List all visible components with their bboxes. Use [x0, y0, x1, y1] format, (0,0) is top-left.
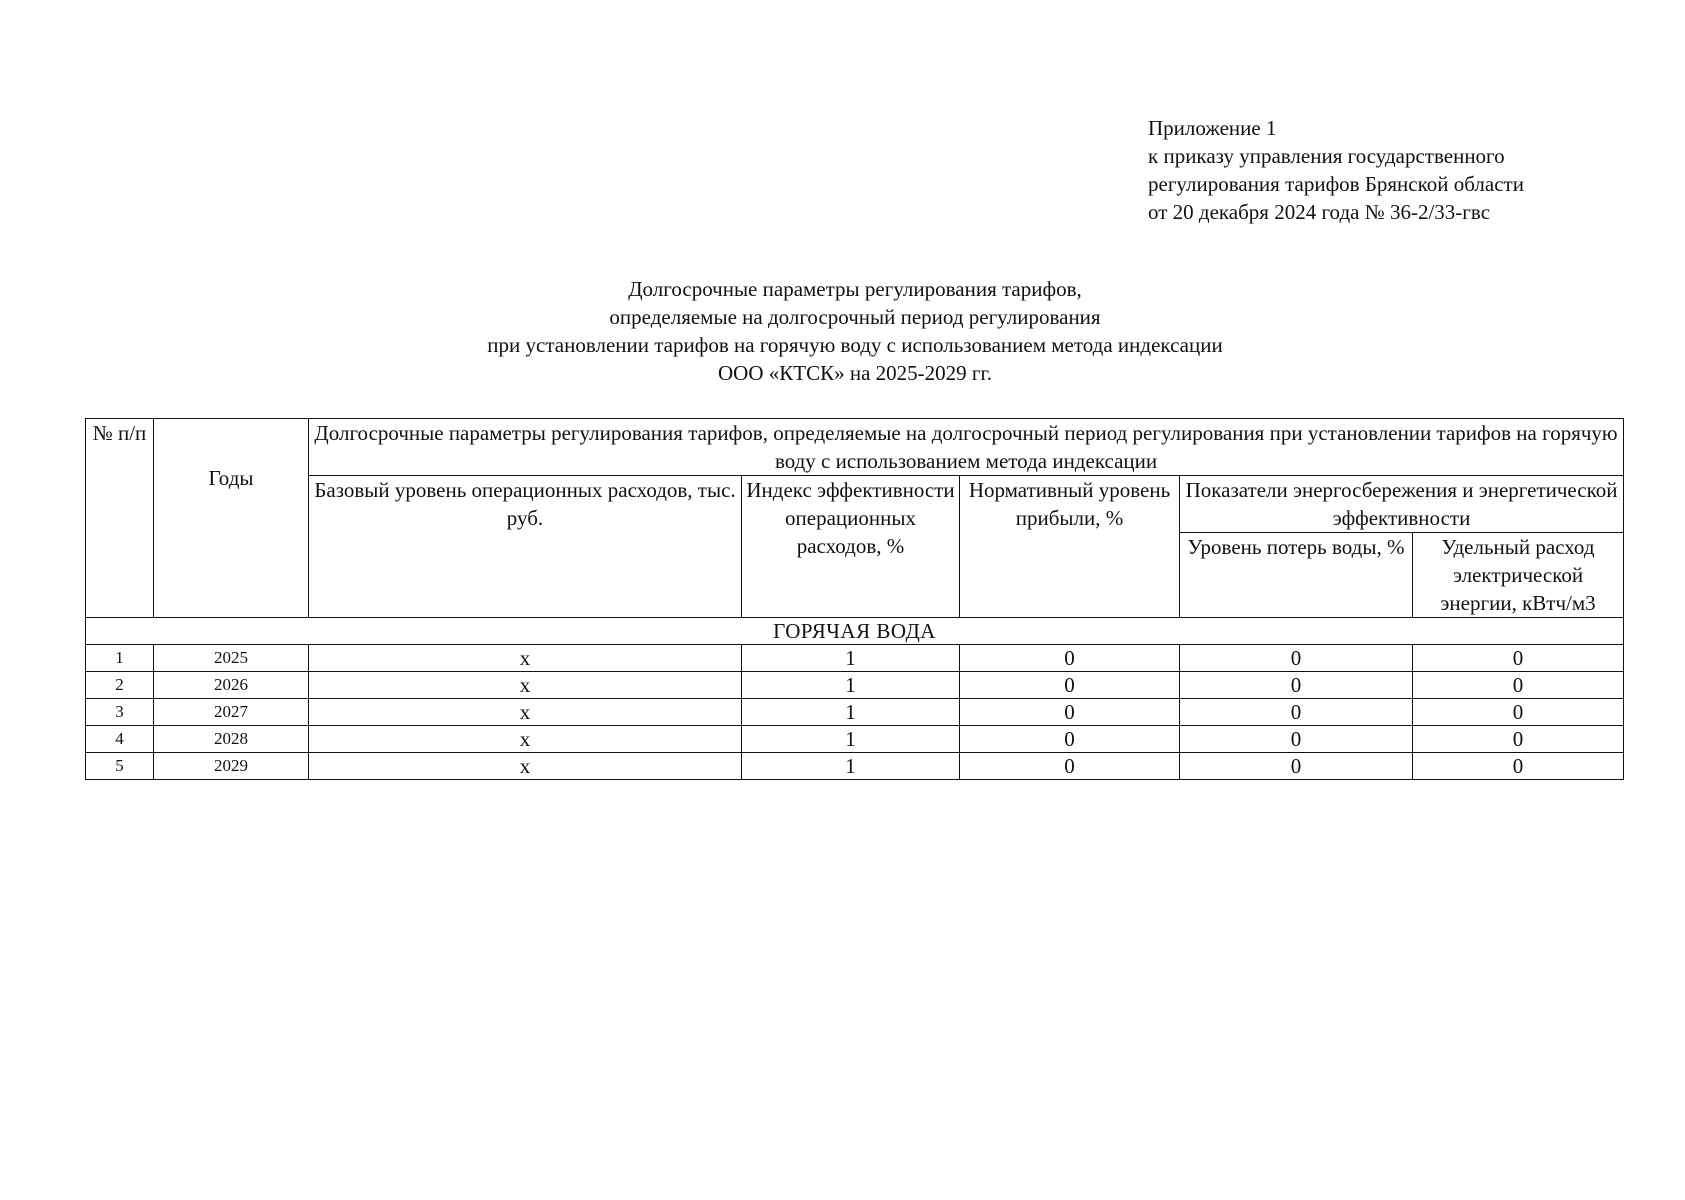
header-efficiency-index: Индекс эффективности операционных расходов, % [742, 476, 960, 618]
title-line-1: Долгосрочные параметры регулирования тарифов, [628, 277, 1082, 301]
row-profit-level: 0 [960, 645, 1180, 672]
row-efficiency-index: 1 [742, 699, 960, 726]
row-base-level: х [309, 645, 742, 672]
header-base-level: Базовый уровень операционных расходов, тыс. руб. [309, 476, 742, 618]
appendix-line-3: регулирования тарифов Брянской области [1148, 172, 1524, 196]
row-year: 2028 [154, 726, 309, 753]
table-row [86, 672, 1624, 699]
header-row-2 [86, 476, 1624, 533]
row-water-loss: 0 [1180, 753, 1413, 780]
table-row [86, 645, 1624, 672]
table-row [86, 726, 1624, 753]
row-efficiency-index: 1 [742, 672, 960, 699]
row-num: 2 [86, 672, 154, 699]
parameters-table [85, 418, 1624, 780]
appendix-line-1: Приложение 1 [1148, 116, 1277, 140]
row-num: 4 [86, 726, 154, 753]
table-row [86, 753, 1624, 780]
row-electricity: 0 [1413, 672, 1624, 699]
row-electricity: 0 [1413, 726, 1624, 753]
row-base-level: х [309, 672, 742, 699]
row-year: 2027 [154, 699, 309, 726]
row-profit-level: 0 [960, 726, 1180, 753]
row-profit-level: 0 [960, 672, 1180, 699]
row-electricity: 0 [1413, 645, 1624, 672]
header-num: № п/п [86, 419, 154, 618]
row-year: 2026 [154, 672, 309, 699]
section-label: ГОРЯЧАЯ ВОДА [86, 618, 1624, 645]
row-efficiency-index: 1 [742, 753, 960, 780]
row-base-level: х [309, 726, 742, 753]
row-profit-level: 0 [960, 699, 1180, 726]
document-title [340, 275, 1370, 387]
title-line-4: ООО «КТСК» на 2025-2029 гг. [717, 361, 992, 385]
header-electricity: Удельный расход электрической энергии, кВтч/м3 [1413, 533, 1624, 618]
row-base-level: х [309, 753, 742, 780]
row-year: 2025 [154, 645, 309, 672]
appendix-block [1148, 114, 1524, 226]
row-water-loss: 0 [1180, 672, 1413, 699]
header-years [154, 419, 309, 618]
row-water-loss: 0 [1180, 645, 1413, 672]
header-energy-group: Показатели энергосбережения и энергетической эффективности [1180, 476, 1624, 533]
row-efficiency-index: 1 [742, 645, 960, 672]
row-num: 1 [86, 645, 154, 672]
row-year: 2029 [154, 753, 309, 780]
section-row [86, 618, 1624, 645]
title-line-3: при установлении тарифов на горячую воду с использованием метода индексации [487, 333, 1223, 357]
header-water-loss: Уровень потерь воды, % [1180, 533, 1413, 618]
row-base-level: х [309, 699, 742, 726]
row-efficiency-index: 1 [742, 726, 960, 753]
row-electricity: 0 [1413, 699, 1624, 726]
header-profit-level: Нормативный уровень прибыли, % [960, 476, 1180, 618]
row-water-loss: 0 [1180, 726, 1413, 753]
table-body [86, 419, 1624, 780]
row-electricity: 0 [1413, 753, 1624, 780]
appendix-line-4: от 20 декабря 2024 года № 36-2/33-гвс [1148, 200, 1491, 224]
header-years-label: Годы [208, 466, 254, 490]
row-water-loss: 0 [1180, 699, 1413, 726]
row-profit-level: 0 [960, 753, 1180, 780]
table-row [86, 699, 1624, 726]
header-group: Долгосрочные параметры регулирования тарифов, определяемые на долгосрочный период регулирования при установлении тарифов на горячую воду с использованием метода индексации [309, 419, 1624, 476]
appendix-line-2: к приказу управления государственного [1148, 144, 1505, 168]
header-row-1 [86, 419, 1624, 476]
title-line-2: определяемые на долгосрочный период регулирования [609, 305, 1101, 329]
row-num: 5 [86, 753, 154, 780]
row-num: 3 [86, 699, 154, 726]
